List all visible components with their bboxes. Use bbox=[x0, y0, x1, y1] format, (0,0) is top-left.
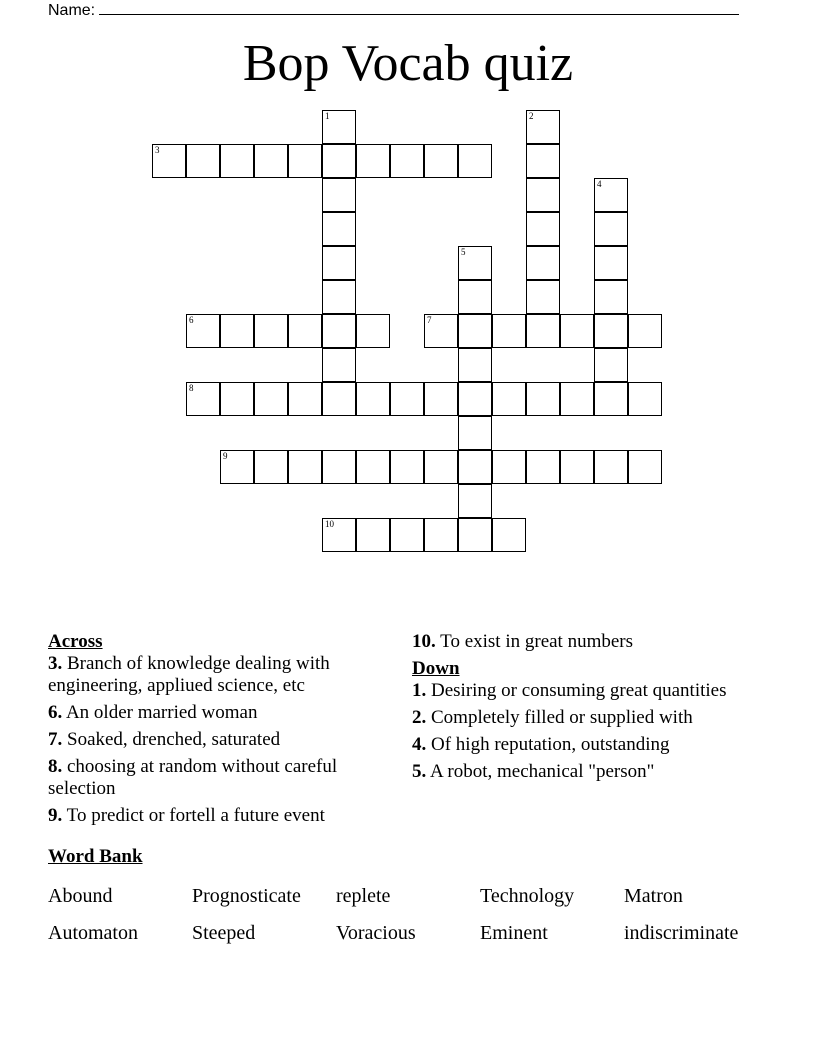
crossword-cell[interactable] bbox=[628, 450, 662, 484]
crossword-cell[interactable] bbox=[594, 246, 628, 280]
crossword-cell[interactable] bbox=[424, 450, 458, 484]
clue-across-10: 10. To exist in great numbers bbox=[412, 631, 634, 652]
word-bank-item: Technology bbox=[480, 885, 575, 907]
crossword-cell[interactable] bbox=[594, 348, 628, 382]
crossword-cell[interactable] bbox=[424, 382, 458, 416]
crossword-cell[interactable] bbox=[458, 450, 492, 484]
crossword-cell[interactable] bbox=[458, 416, 492, 450]
word-bank-item: replete bbox=[336, 885, 391, 907]
clue-number: 8 bbox=[189, 383, 194, 393]
crossword-cell[interactable] bbox=[526, 144, 560, 178]
clue-number: 7 bbox=[427, 315, 432, 325]
crossword-cell[interactable] bbox=[458, 144, 492, 178]
clue-down-5: 5. A robot, mechanical "person" bbox=[412, 761, 655, 782]
crossword-cell[interactable] bbox=[288, 382, 322, 416]
crossword-cell[interactable] bbox=[288, 144, 322, 178]
clue-number: 10 bbox=[325, 519, 334, 529]
crossword-cell[interactable] bbox=[220, 382, 254, 416]
crossword-cell[interactable] bbox=[322, 450, 356, 484]
word-bank-item: Automaton bbox=[48, 922, 138, 944]
clue-down-1: 1. Desiring or consuming great quantities bbox=[412, 680, 727, 701]
clue-across-3: 3. Branch of knowledge dealing with engineering, appliued science, etc bbox=[48, 653, 330, 696]
crossword-cell[interactable] bbox=[322, 280, 356, 314]
crossword-cell[interactable] bbox=[594, 178, 628, 212]
crossword-cell[interactable] bbox=[526, 314, 560, 348]
crossword-cell[interactable] bbox=[526, 280, 560, 314]
clue-number: 5 bbox=[461, 247, 466, 257]
page-title: Bop Vocab quiz bbox=[242, 35, 574, 92]
crossword-cell[interactable] bbox=[356, 518, 390, 552]
crossword-cell[interactable] bbox=[254, 314, 288, 348]
crossword-cell[interactable] bbox=[628, 314, 662, 348]
crossword-cell[interactable] bbox=[458, 314, 492, 348]
down-heading: Down bbox=[412, 658, 460, 679]
clue-down-2: 2. Completely filled or supplied with bbox=[412, 707, 693, 728]
crossword-cell[interactable] bbox=[186, 144, 220, 178]
clue-number: 4 bbox=[597, 179, 602, 189]
clue-number: 2 bbox=[529, 111, 534, 121]
crossword-cell[interactable] bbox=[288, 314, 322, 348]
crossword-cell[interactable] bbox=[186, 314, 220, 348]
crossword-cell[interactable] bbox=[458, 382, 492, 416]
word-bank-item: Abound bbox=[48, 885, 113, 907]
crossword-cell[interactable] bbox=[390, 144, 424, 178]
crossword-cell[interactable] bbox=[390, 518, 424, 552]
crossword-cell[interactable] bbox=[594, 382, 628, 416]
crossword-cell[interactable] bbox=[628, 382, 662, 416]
clues-column-left bbox=[48, 631, 400, 832]
crossword-cell[interactable] bbox=[526, 246, 560, 280]
clue-number: 1 bbox=[325, 111, 330, 121]
crossword-cell[interactable] bbox=[492, 450, 526, 484]
crossword-cell[interactable] bbox=[560, 450, 594, 484]
clues-column-right bbox=[412, 631, 757, 788]
crossword-cell[interactable] bbox=[356, 382, 390, 416]
crossword-cell[interactable] bbox=[458, 484, 492, 518]
word-bank-item: Prognosticate bbox=[192, 885, 301, 907]
crossword-cell[interactable] bbox=[322, 246, 356, 280]
crossword-cell[interactable] bbox=[594, 314, 628, 348]
crossword-cell[interactable] bbox=[560, 314, 594, 348]
crossword-cell[interactable] bbox=[220, 314, 254, 348]
crossword-cell[interactable] bbox=[424, 518, 458, 552]
clue-across-8: 8. choosing at random without careful selection bbox=[48, 756, 338, 799]
crossword-cell[interactable] bbox=[322, 178, 356, 212]
crossword-cell[interactable] bbox=[288, 450, 322, 484]
crossword-cell[interactable] bbox=[254, 144, 288, 178]
crossword-cell[interactable] bbox=[322, 144, 356, 178]
crossword-cell[interactable] bbox=[322, 518, 356, 552]
crossword-cell[interactable] bbox=[322, 110, 356, 144]
crossword-cell[interactable] bbox=[458, 348, 492, 382]
crossword-cell[interactable] bbox=[526, 178, 560, 212]
crossword-cell[interactable] bbox=[254, 382, 288, 416]
crossword-cell[interactable] bbox=[594, 450, 628, 484]
crossword-cell[interactable] bbox=[594, 280, 628, 314]
crossword-cell[interactable] bbox=[492, 382, 526, 416]
crossword-cell[interactable] bbox=[526, 450, 560, 484]
crossword-cell[interactable] bbox=[356, 144, 390, 178]
clue-across-6: 6. An older married woman bbox=[48, 702, 258, 723]
crossword-cell[interactable] bbox=[526, 212, 560, 246]
crossword-cell[interactable] bbox=[424, 144, 458, 178]
crossword-cell[interactable] bbox=[492, 314, 526, 348]
crossword-cell[interactable] bbox=[458, 280, 492, 314]
crossword-cell[interactable] bbox=[322, 314, 356, 348]
crossword-cell[interactable] bbox=[152, 144, 186, 178]
word-bank-item: Voracious bbox=[336, 922, 416, 944]
clue-number: 9 bbox=[223, 451, 228, 461]
crossword-cell[interactable] bbox=[526, 110, 560, 144]
crossword-cell[interactable] bbox=[492, 518, 526, 552]
crossword-cell[interactable] bbox=[322, 348, 356, 382]
clue-number: 6 bbox=[189, 315, 194, 325]
clue-across-9: 9. To predict or fortell a future event bbox=[48, 805, 325, 826]
name-label: Name: bbox=[48, 2, 96, 19]
clue-across-7: 7. Soaked, drenched, saturated bbox=[48, 729, 281, 750]
word-bank-item: Matron bbox=[624, 885, 683, 907]
word-bank-item: Steeped bbox=[192, 922, 256, 944]
crossword-cell[interactable] bbox=[458, 518, 492, 552]
crossword-cell[interactable] bbox=[356, 314, 390, 348]
clue-down-4: 4. Of high reputation, outstanding bbox=[412, 734, 670, 755]
crossword-cell[interactable] bbox=[526, 382, 560, 416]
word-bank-title: Word Bank bbox=[48, 846, 143, 867]
crossword-cell[interactable] bbox=[254, 450, 288, 484]
crossword-cell[interactable] bbox=[594, 212, 628, 246]
crossword-cell[interactable] bbox=[390, 450, 424, 484]
crossword-cell[interactable] bbox=[322, 212, 356, 246]
crossword-cell[interactable] bbox=[220, 450, 254, 484]
crossword-cell[interactable] bbox=[322, 382, 356, 416]
crossword-cell[interactable] bbox=[390, 382, 424, 416]
clue-number: 3 bbox=[155, 145, 160, 155]
word-bank-item: Eminent bbox=[480, 922, 548, 944]
crossword-cell[interactable] bbox=[458, 246, 492, 280]
word-bank-item: indiscriminate bbox=[624, 922, 739, 944]
crossword-cell[interactable] bbox=[220, 144, 254, 178]
crossword-cell[interactable] bbox=[424, 314, 458, 348]
across-heading: Across bbox=[48, 631, 103, 652]
crossword-cell[interactable] bbox=[186, 382, 220, 416]
crossword-cell[interactable] bbox=[356, 450, 390, 484]
crossword-cell[interactable] bbox=[560, 382, 594, 416]
